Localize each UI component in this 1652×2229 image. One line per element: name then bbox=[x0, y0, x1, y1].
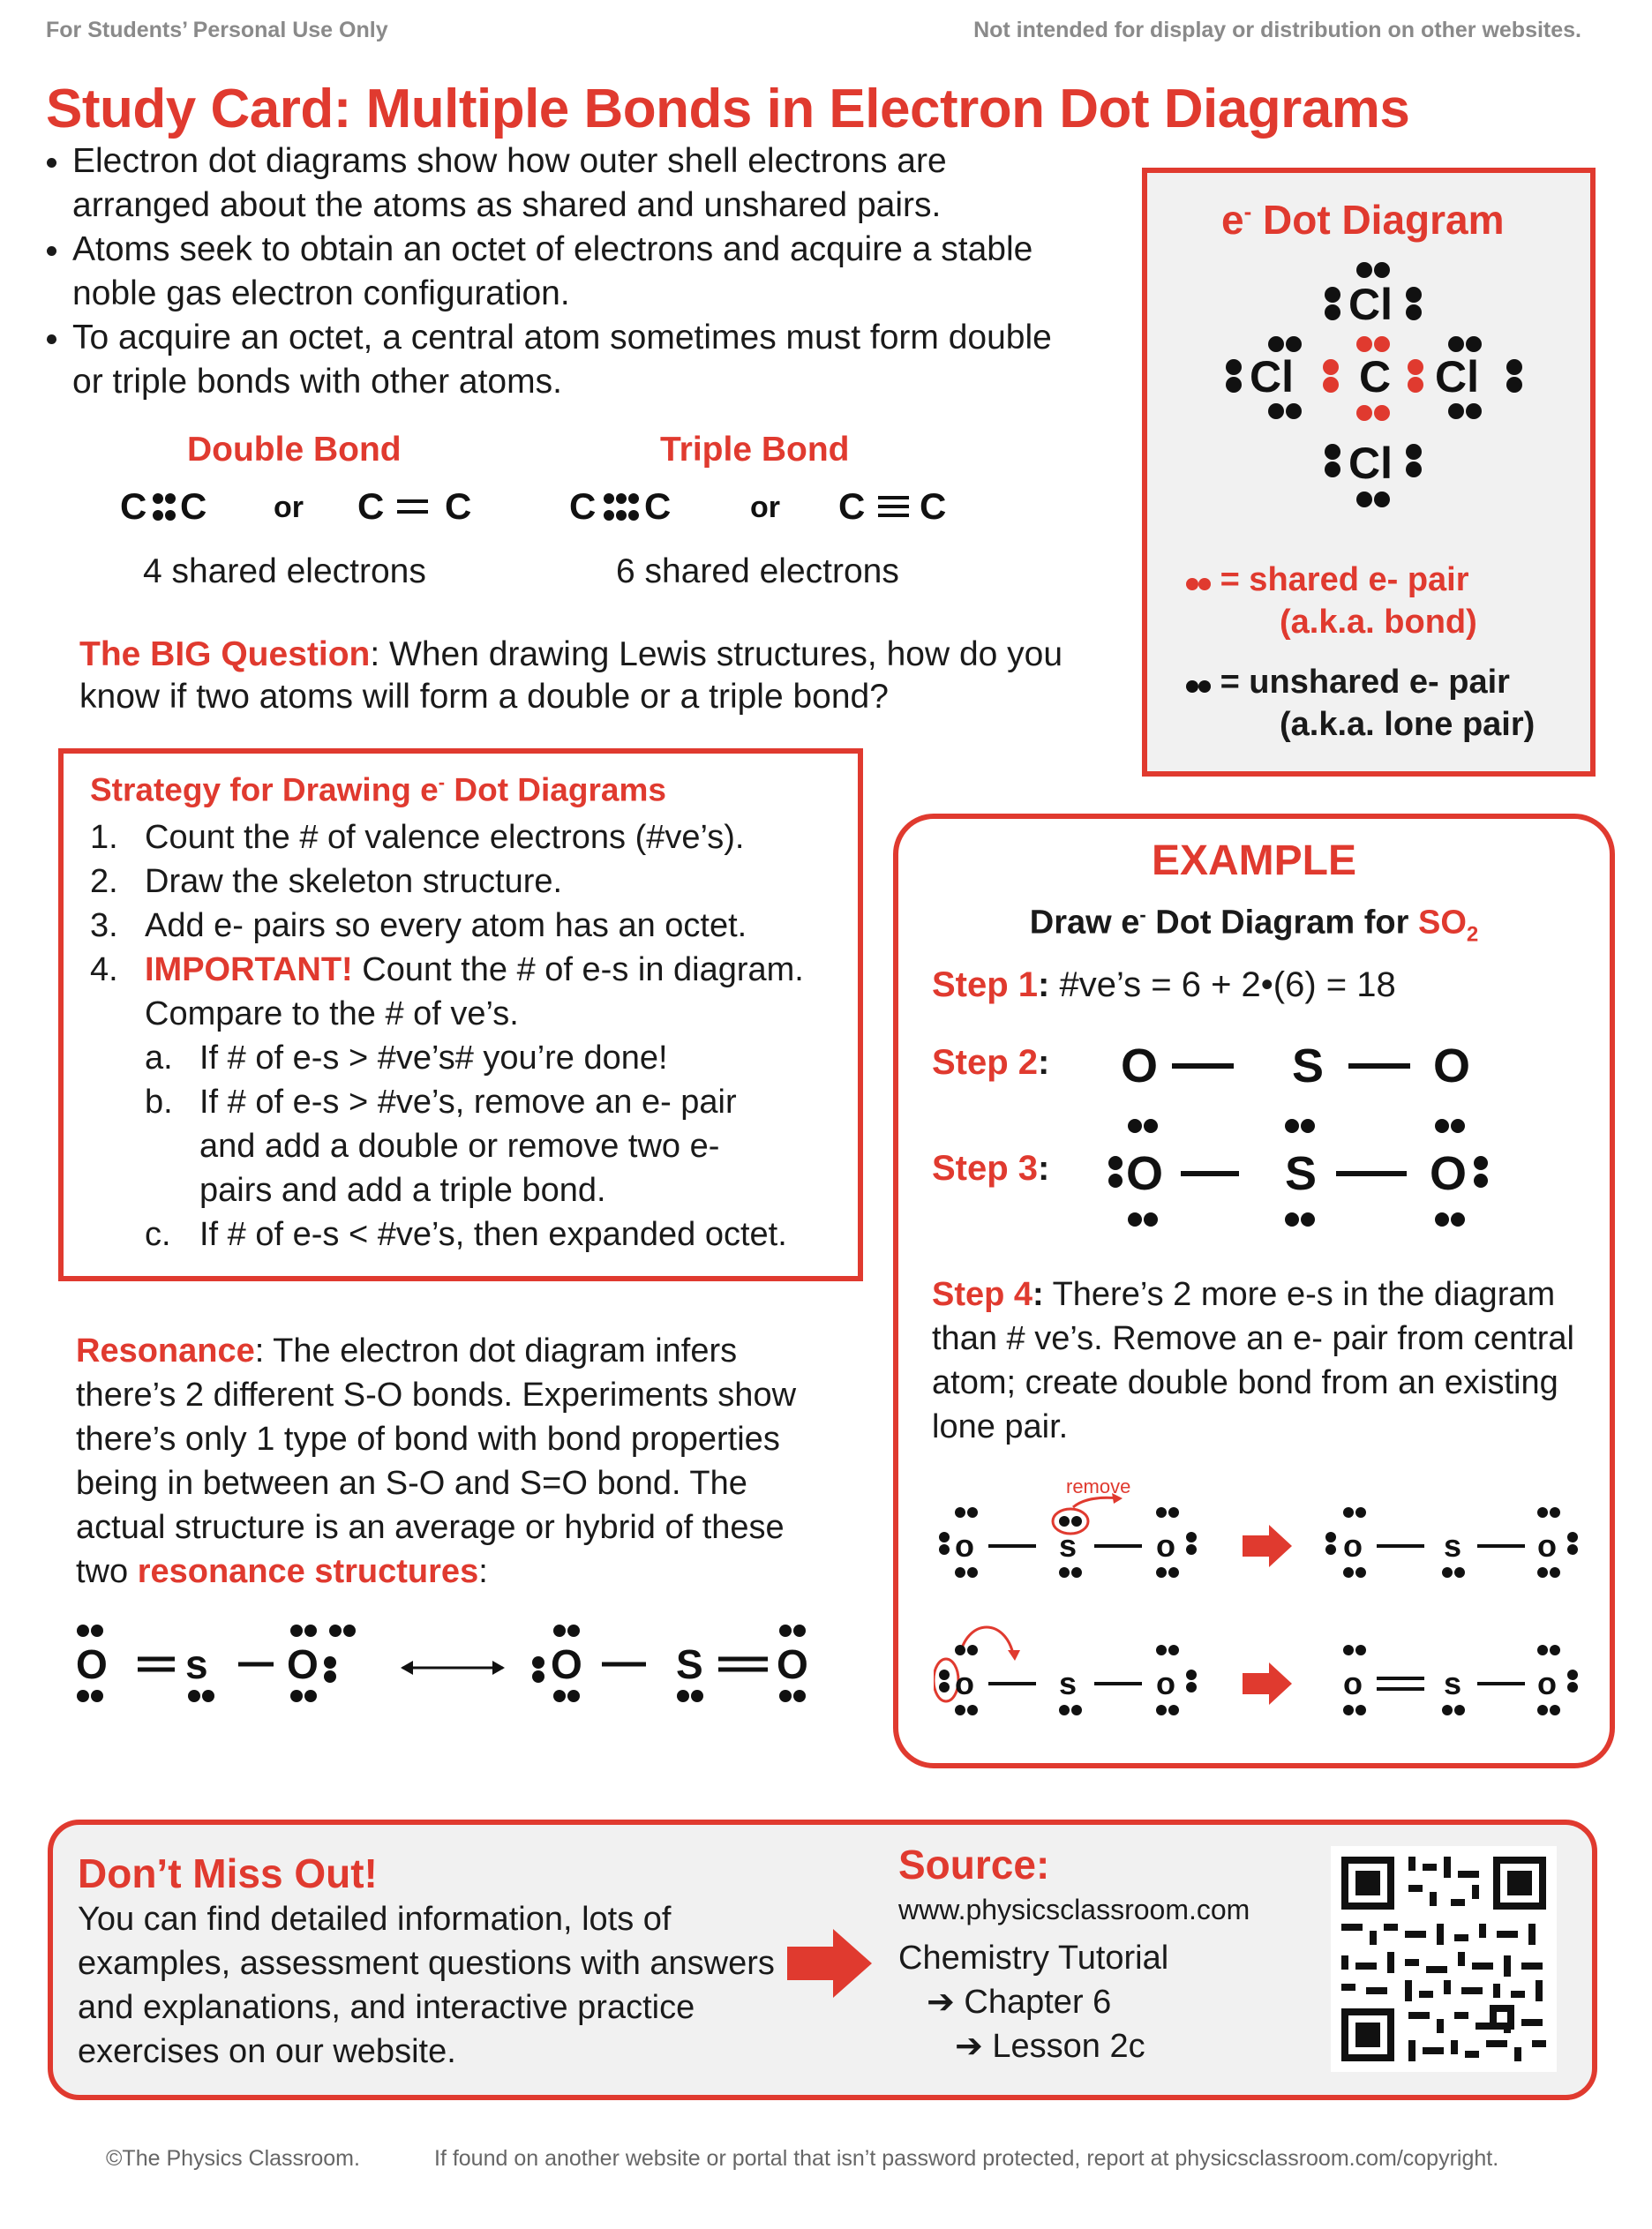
svg-text:C: C bbox=[445, 485, 472, 527]
strategy-sub-a: a. If # of e-s > #ve’s# you’re done! bbox=[145, 1039, 668, 1077]
svg-text:o: o bbox=[1343, 1527, 1363, 1564]
dot-card-title: e- Dot Diagram bbox=[1221, 197, 1505, 243]
cl-left: Cl bbox=[1250, 352, 1294, 402]
big-question bbox=[79, 634, 1077, 718]
svg-text:S: S bbox=[1292, 1039, 1325, 1092]
step-4-row-2 bbox=[934, 1610, 1587, 1715]
svg-text:o: o bbox=[1537, 1665, 1557, 1701]
big-question-label: The BIG Question bbox=[79, 635, 371, 673]
or-1: or bbox=[274, 491, 304, 524]
intro-bullets bbox=[28, 139, 1061, 404]
legend-shared: = shared e- pair bbox=[1186, 561, 1469, 599]
svg-text:C: C bbox=[644, 485, 672, 527]
svg-text:C: C bbox=[569, 485, 597, 527]
dot-diagram-card bbox=[1142, 168, 1596, 777]
step-2-label: Step 2: bbox=[932, 1043, 1050, 1082]
qr-code[interactable] bbox=[1331, 1846, 1557, 2072]
triple-dots bbox=[604, 493, 639, 521]
strategy-step-3: 3. Add e- pairs so every atom has an octet. bbox=[90, 907, 747, 944]
svg-text:s: s bbox=[1059, 1665, 1078, 1701]
ccl4-diagram bbox=[1200, 252, 1553, 552]
footer-notice: If found on another website or portal that isn’t password protected, report at physicsclassroom.com/copyright. bbox=[434, 2146, 1499, 2171]
svg-text:O: O bbox=[76, 1641, 108, 1687]
bond-notation-row bbox=[106, 477, 971, 538]
svg-text:o: o bbox=[1343, 1665, 1363, 1701]
svg-text:s: s bbox=[185, 1641, 208, 1687]
svg-text:s: s bbox=[1444, 1665, 1462, 1701]
svg-text:remove: remove bbox=[1066, 1475, 1131, 1497]
step-4-row-1 bbox=[934, 1472, 1587, 1578]
step-1: Step 1: #ve’s = 6 + 2•(6) = 18 bbox=[932, 965, 1396, 1004]
source-url[interactable]: www.physicsclassroom.com bbox=[898, 1894, 1250, 1925]
svg-text:o: o bbox=[1156, 1665, 1175, 1701]
example-subtitle: Draw e- Dot Diagram for $SO_2$ bbox=[1029, 904, 1479, 947]
resonance-structures bbox=[62, 1615, 856, 1712]
double-caption: 4 shared electrons bbox=[143, 552, 426, 590]
svg-text:O: O bbox=[551, 1641, 582, 1687]
strategy-steps bbox=[90, 815, 849, 1257]
svg-text:O: O bbox=[1121, 1039, 1159, 1092]
strategy-step-1: 1. Count the # of valence electrons (#ve’s). bbox=[90, 819, 745, 856]
svg-text:C: C bbox=[180, 485, 207, 527]
step-3-label: Step 3: bbox=[932, 1149, 1050, 1188]
strategy-step-4: 4. IMPORTANT! Count the # of e-s in diagram. Compare to the # of ve’s. bbox=[90, 951, 804, 1032]
svg-text:S: S bbox=[676, 1641, 703, 1687]
dont-miss-out-text: You can find detailed information, lots of examples, assessment questions with answers and explanations, and interactive practice exercises on our website. bbox=[78, 1901, 775, 2070]
chapter-link[interactable]: ➔ Chapter 6 bbox=[927, 1984, 1112, 2021]
svg-text:C: C bbox=[357, 485, 385, 527]
dont-miss-out-box bbox=[48, 1820, 1597, 2100]
svg-text:o: o bbox=[955, 1527, 974, 1564]
svg-text:o: o bbox=[955, 1665, 974, 1701]
double-bond-title: Double Bond bbox=[187, 431, 402, 469]
legend-shared-aka: (a.k.a. bond) bbox=[1280, 604, 1477, 641]
step-4: Step 4: There’s 2 more e-s in the diagram than # ve’s. Remove an e- pair from central atom; create double bond from an existing lone pair. bbox=[932, 1276, 1574, 1445]
tutorial-link[interactable]: Chemistry Tutorial bbox=[898, 1940, 1169, 1977]
step-2-skeleton bbox=[1119, 1029, 1578, 1099]
svg-text:s: s bbox=[1444, 1527, 1462, 1564]
page-title: Study Card: Multiple Bonds in Electron Dot Diagrams bbox=[46, 79, 1410, 139]
footer-copyright: ©The Physics Classroom. bbox=[106, 2146, 360, 2171]
triple-caption: 6 shared electrons bbox=[616, 552, 899, 590]
header-right: Not intended for display or distribution on other websites. bbox=[973, 18, 1581, 42]
svg-text:S: S bbox=[1285, 1147, 1318, 1200]
svg-text:s: s bbox=[1059, 1527, 1078, 1564]
svg-text:o: o bbox=[1537, 1527, 1557, 1564]
source-label: Source: bbox=[898, 1842, 1050, 1888]
triple-bond-title: Triple Bond bbox=[660, 431, 850, 469]
dont-miss-out-title: Don’t Miss Out! bbox=[78, 1850, 378, 1896]
big-question-text: : When drawing Lewis structures, how do you know if two atoms will form a double or a triple bond? bbox=[79, 635, 1063, 716]
svg-text:O: O bbox=[1430, 1147, 1468, 1200]
example-title: EXAMPLE bbox=[1151, 837, 1357, 884]
bullet-2: • Atoms seek to obtain an octet of electrons and acquire a stable noble gas electron configuration. bbox=[72, 228, 1061, 316]
step-3-structure bbox=[1107, 1110, 1566, 1234]
legend-unshared: = unshared e- pair bbox=[1186, 664, 1510, 702]
lesson-link[interactable]: ➔ Lesson 2c bbox=[955, 2028, 1145, 2065]
svg-text:O: O bbox=[1126, 1147, 1164, 1200]
cl-bottom: Cl bbox=[1348, 439, 1393, 488]
strategy-box bbox=[58, 748, 863, 1281]
strategy-sub-b: b. If # of e-s > #ve’s, remove an e- pair and add a double or remove two e- pairs and add a triple bond. bbox=[145, 1084, 737, 1209]
svg-text:o: o bbox=[1156, 1527, 1175, 1564]
svg-text:O: O bbox=[777, 1641, 808, 1687]
c-center: C bbox=[1359, 352, 1392, 402]
strategy-title: Strategy for Drawing e- Dot Diagrams bbox=[90, 771, 666, 808]
or-2: or bbox=[750, 491, 780, 524]
arrow-right-icon bbox=[778, 1924, 884, 2003]
cl-right: Cl bbox=[1435, 352, 1479, 402]
cl-top: Cl bbox=[1348, 280, 1393, 329]
double-dots bbox=[153, 493, 176, 521]
double-c-left: C bbox=[120, 485, 147, 527]
header-left: For Students’ Personal Use Only bbox=[46, 18, 388, 42]
svg-text:O: O bbox=[287, 1641, 319, 1687]
bullet-1: • Electron dot diagrams show how outer shell electrons are arranged about the atoms as shared and unshared pairs. bbox=[72, 139, 1061, 228]
svg-text:O: O bbox=[1433, 1039, 1471, 1092]
svg-text:C: C bbox=[838, 485, 866, 527]
resonance-text: Resonance: The electron dot diagram infers there’s 2 different S-O bonds. Experiments show there’s only 1 type of bond with bond properties being in between an S-O and S=O bond. The actual structure is an average or hybrid of these two resonance structures: bbox=[76, 1332, 797, 1590]
svg-text:C: C bbox=[920, 485, 947, 527]
strategy-step-2: 2. Draw the skeleton structure. bbox=[90, 863, 563, 900]
bullet-3: • To acquire an octet, a central atom sometimes must form double or triple bonds with other atoms. bbox=[72, 316, 1061, 404]
strategy-sub-c: c. If # of e-s < #ve’s, then expanded octet. bbox=[145, 1216, 787, 1253]
example-box bbox=[893, 814, 1615, 1768]
legend-unshared-aka: (a.k.a. lone pair) bbox=[1280, 706, 1536, 743]
